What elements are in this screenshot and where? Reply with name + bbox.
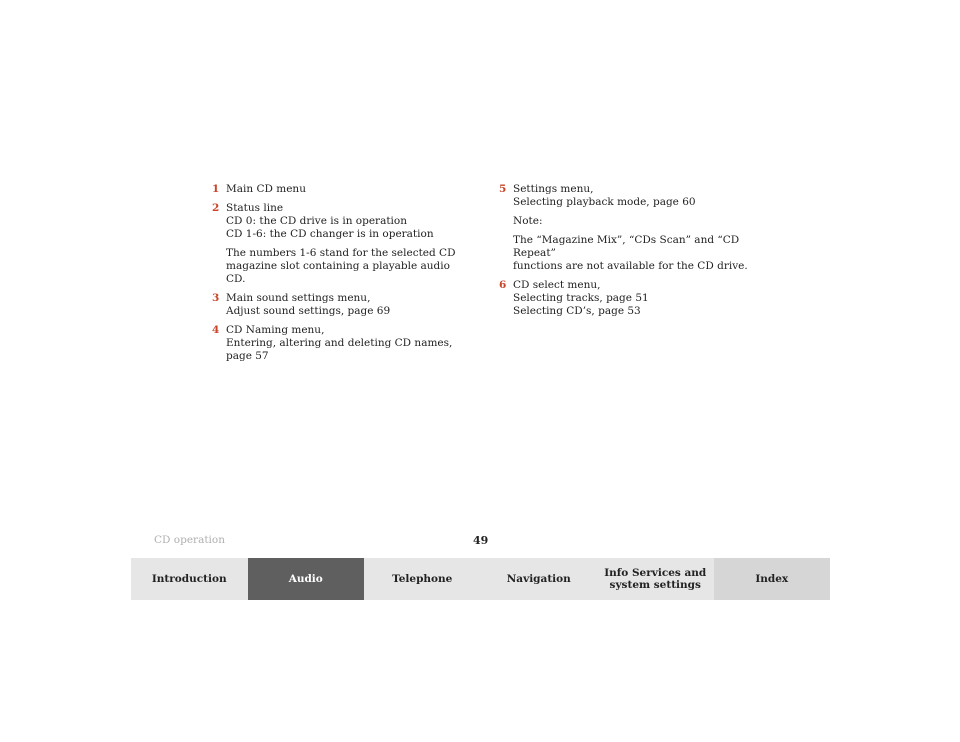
item-text: CD 0: the CD drive is in operation — [226, 215, 407, 227]
item-number: 5 — [499, 183, 507, 195]
tab-info-services[interactable] — [597, 558, 714, 600]
item-text: Selecting CD’s, page 53 — [513, 305, 641, 317]
tab-label: Navigation — [506, 573, 571, 585]
list-item-5 — [499, 183, 769, 209]
item-text: Selecting playback mode, page 60 — [513, 196, 696, 208]
item-number: 3 — [212, 292, 220, 304]
right-column — [499, 183, 769, 324]
section-label: CD operation — [154, 534, 225, 546]
item-text: The numbers 1-6 stand for the selected CD — [226, 247, 456, 259]
item-text: Adjust sound settings, page 69 — [226, 305, 391, 317]
left-column — [212, 183, 472, 369]
item-text: Selecting tracks, page 51 — [513, 292, 649, 304]
page-number: 49 — [473, 534, 489, 547]
item-text: CD Naming menu, — [226, 324, 325, 336]
list-item-1 — [212, 183, 472, 196]
tab-label: Info Services and system settings — [604, 567, 707, 591]
chapter-tab-bar — [131, 558, 830, 600]
list-item-3 — [212, 292, 472, 318]
note-line: The “Magazine Mix”, “CDs Scan” and “CD Repeat” — [513, 234, 740, 259]
item-number: 4 — [212, 324, 220, 336]
tab-label: Introduction — [151, 573, 227, 585]
item-text: CD 1-6: the CD changer is in operation — [226, 228, 434, 240]
tab-label: Index — [755, 573, 789, 585]
note-block — [499, 215, 769, 228]
list-item-6 — [499, 279, 769, 318]
note-line: functions are not available for the CD drive. — [513, 260, 748, 272]
item-paragraph — [226, 247, 472, 286]
note-text — [499, 234, 769, 273]
tab-label: Audio — [288, 573, 323, 585]
list-item-2 — [212, 202, 472, 286]
item-text: magazine slot containing a playable audio CD. — [226, 260, 450, 285]
item-number: 6 — [499, 279, 507, 291]
item-text: Settings menu, — [513, 183, 594, 195]
tab-index[interactable] — [714, 558, 831, 600]
note-label: Note: — [513, 215, 543, 227]
item-text: Entering, altering and deleting CD names, — [226, 337, 453, 349]
list-item-4 — [212, 324, 472, 363]
tab-telephone[interactable] — [364, 558, 481, 600]
tab-introduction[interactable] — [131, 558, 248, 600]
item-text: Main sound settings menu, — [226, 292, 371, 304]
item-text: Status line — [226, 202, 284, 214]
tab-navigation[interactable] — [481, 558, 598, 600]
item-number: 1 — [212, 183, 220, 195]
item-text: Main CD menu — [226, 183, 306, 195]
tab-label: Telephone — [392, 573, 453, 585]
item-number: 2 — [212, 202, 220, 214]
item-text: page 57 — [226, 350, 269, 362]
item-text: CD select menu, — [513, 279, 601, 291]
tab-audio[interactable] — [248, 558, 365, 600]
